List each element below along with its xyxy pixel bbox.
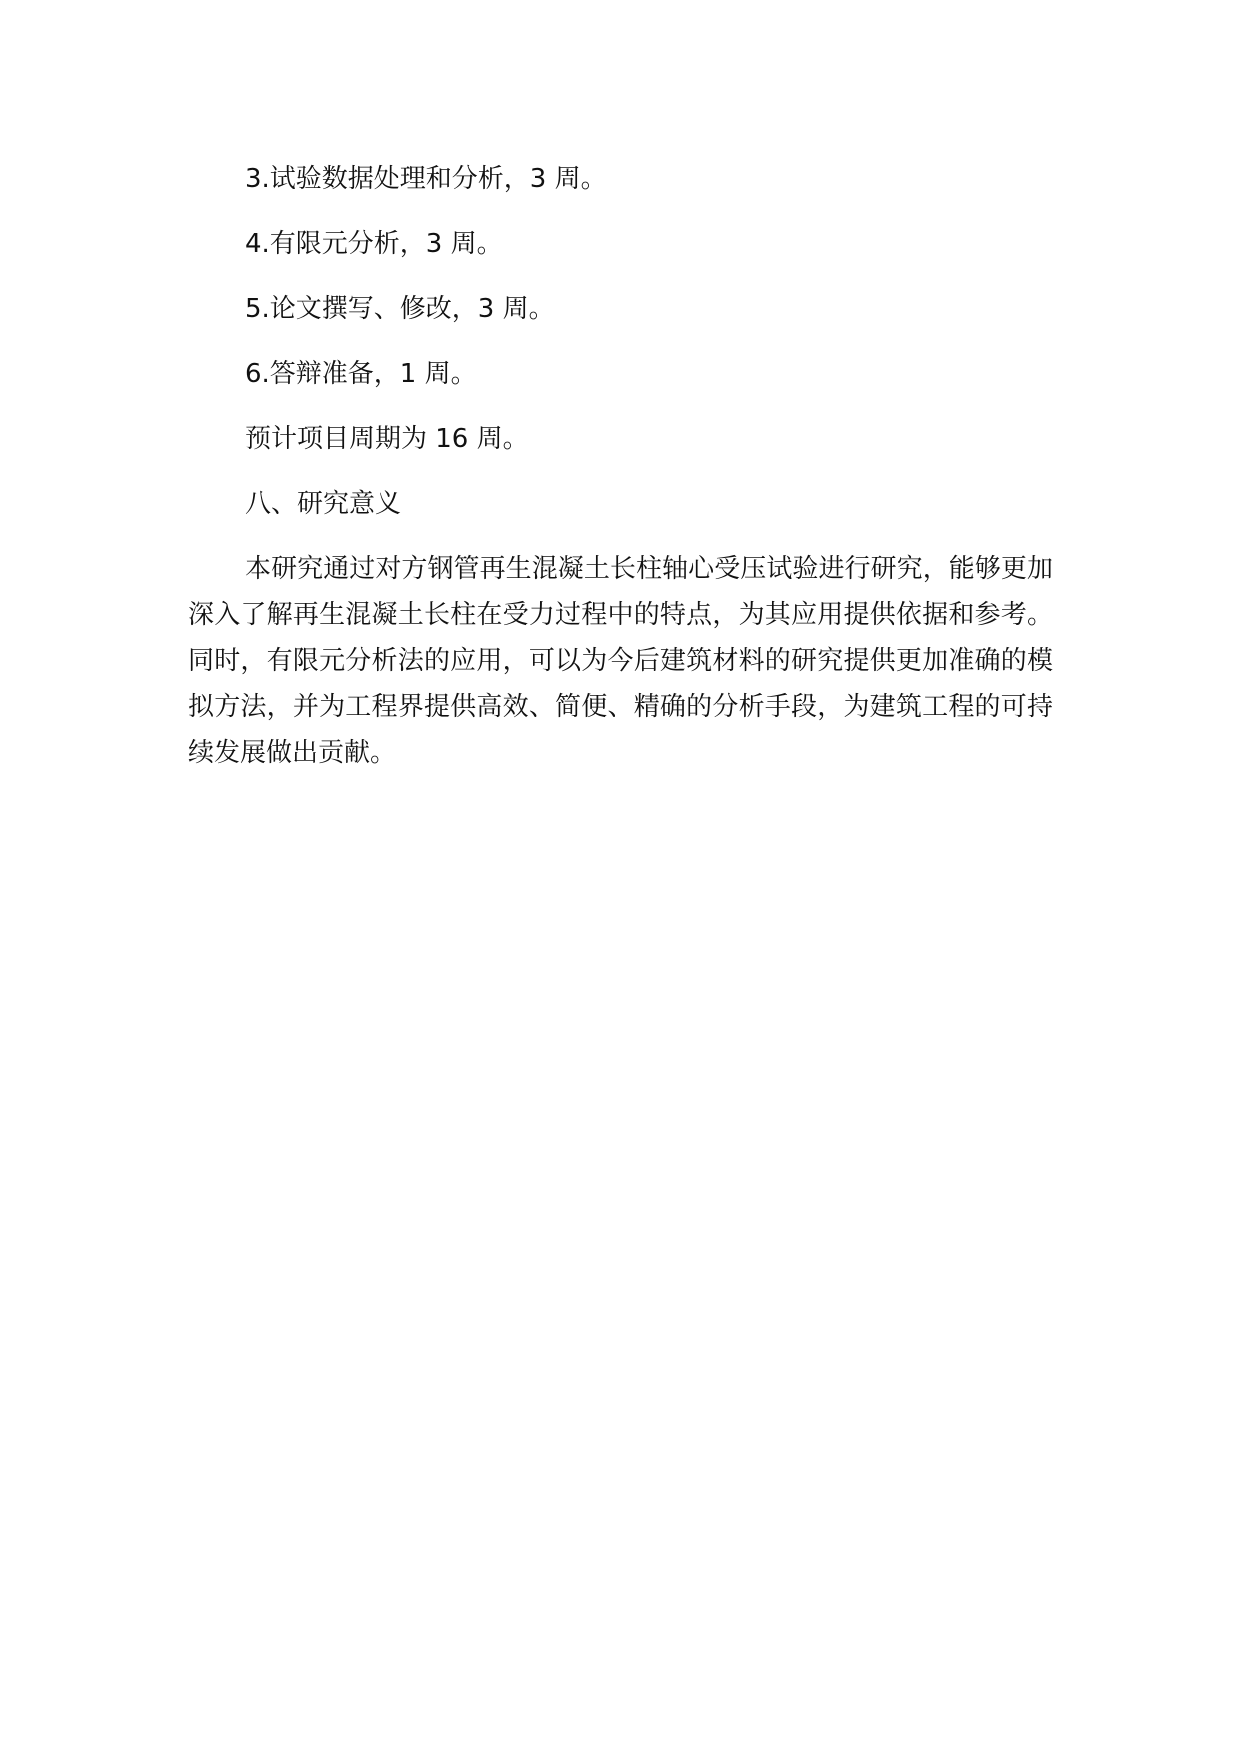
schedule-item-6: 6.答辩准备，1 周。: [245, 359, 477, 389]
schedule-item-3: 3.试验数据处理和分析，3 周。: [245, 164, 607, 194]
schedule-item-4: 4.有限元分析，3 周。: [245, 229, 503, 259]
schedule-item-5: 5.论文撰写、修改，3 周。: [245, 294, 555, 324]
section-heading: 八、研究意义: [245, 489, 402, 519]
project-duration: 预计项目周期为 16 周。: [245, 424, 529, 454]
document-body: [188, 156, 1053, 776]
research-significance-paragraph: 本研究通过对方钢管再生混凝土长柱轴心受压试验进行研究，能够更加深入了解再生混凝土长柱在受力过程中的特点，为其应用提供依据和参考。同时，有限元分析法的应用，可以为今后建筑材料的研究提供更加准确的模拟方法，并为工程界提供高效、简便、精确的分析手段，为建筑工程的可持续发展做出贡献。: [188, 554, 1053, 768]
